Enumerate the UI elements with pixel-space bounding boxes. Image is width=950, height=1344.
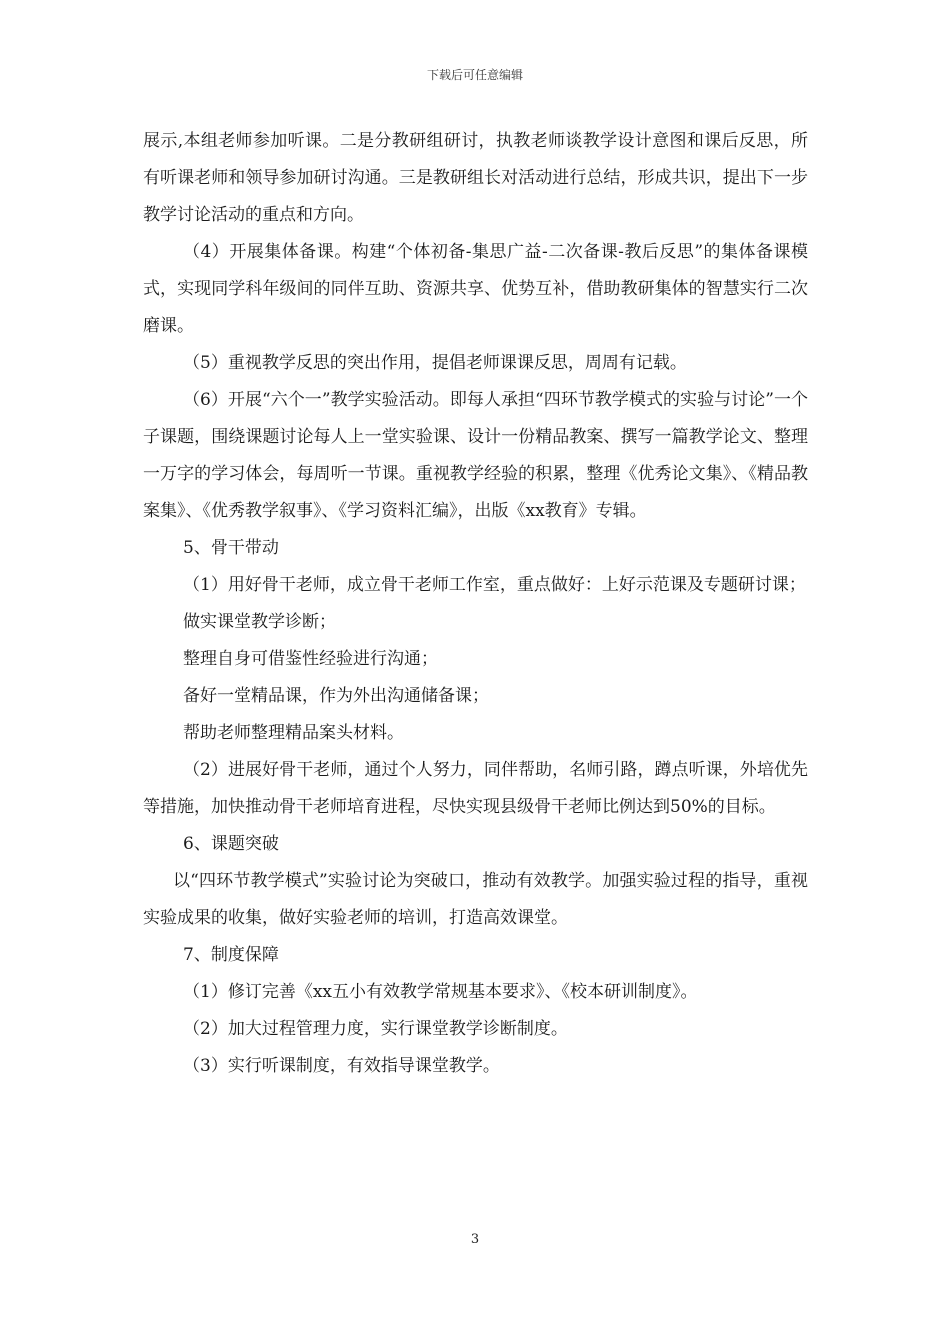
page-header: 下载后可任意编辑: [426, 68, 523, 82]
page-number: 3: [470, 1232, 480, 1247]
paragraph-item-5: （5）重视教学反思的突出作用，提倡老师课课反思，周周有记载。: [183, 353, 687, 373]
list-item: 整理自身可借鉴性经验进行沟通；: [183, 649, 438, 669]
paragraph-backbone-2: （2）进展好骨干老师，通过个人努力，同伴帮助，名师引路，蹲点听课，外培优先等措施，加快推动骨干老师培育进程，尽快实现县级骨干老师比例达到50%的目标。: [143, 760, 808, 817]
paragraph-system-1: （1）修订完善《xx五小有效教学常规基本要求》、《校本研训制度》。: [183, 982, 698, 1002]
paragraph-system-2: （2）加大过程管理力度，实行课堂教学诊断制度。: [183, 1019, 568, 1039]
paragraph-continuation: 展示,本组老师参加听课。二是分教研组研讨，执教老师谈教学设计意图和课后反思，所有听课老师和领导参加研讨沟通。三是教研组长对活动进行总结，形成共识，提出下一步教学讨论活动的重点和方向。: [143, 131, 808, 225]
list-item: 做实课堂教学诊断；: [183, 612, 336, 632]
paragraph-backbone-1: （1）用好骨干老师，成立骨干老师工作室，重点做好：上好示范课及专题研讨课；: [183, 575, 806, 595]
section-heading-7: 7、制度保障: [183, 945, 279, 965]
paragraph-research-breakthrough: 以“四环节教学模式”实验讨论为突破口，推动有效教学。加强实验过程的指导，重视实验成果的收集，做好实验老师的培训，打造高效课堂。: [143, 871, 808, 928]
list-item: 备好一堂精品课，作为外出沟通储备课；: [183, 686, 489, 706]
paragraph-system-3: （3）实行听课制度，有效指导课堂教学。: [183, 1056, 500, 1076]
paragraph-item-4: （4）开展集体备课。构建“个体初备-集思广益-二次备课-教后反思”的集体备课模式，实现同学科年级间的同伴互助、资源共享、优势互补，借助教研集体的智慧实行二次磨课。: [143, 242, 808, 336]
section-heading-6: 6、课题突破: [183, 834, 279, 854]
document-body: [143, 123, 808, 1085]
section-heading-5: 5、骨干带动: [183, 538, 279, 558]
list-item: 帮助老师整理精品案头材料。: [183, 723, 404, 743]
paragraph-item-6: （6）开展“六个一”教学实验活动。即每人承担“四环节教学模式的实验与讨论”一个子课题，围绕课题讨论每人上一堂实验课、设计一份精品教案、撰写一篇教学论文、整理一万字的学习体会，每周听一节课。重视教学经验的积累，整理《优秀论文集》、《精品教案集》、《优秀教学叙事》、《学习资料汇编》，出版《xx教育》专辑。: [143, 390, 808, 521]
